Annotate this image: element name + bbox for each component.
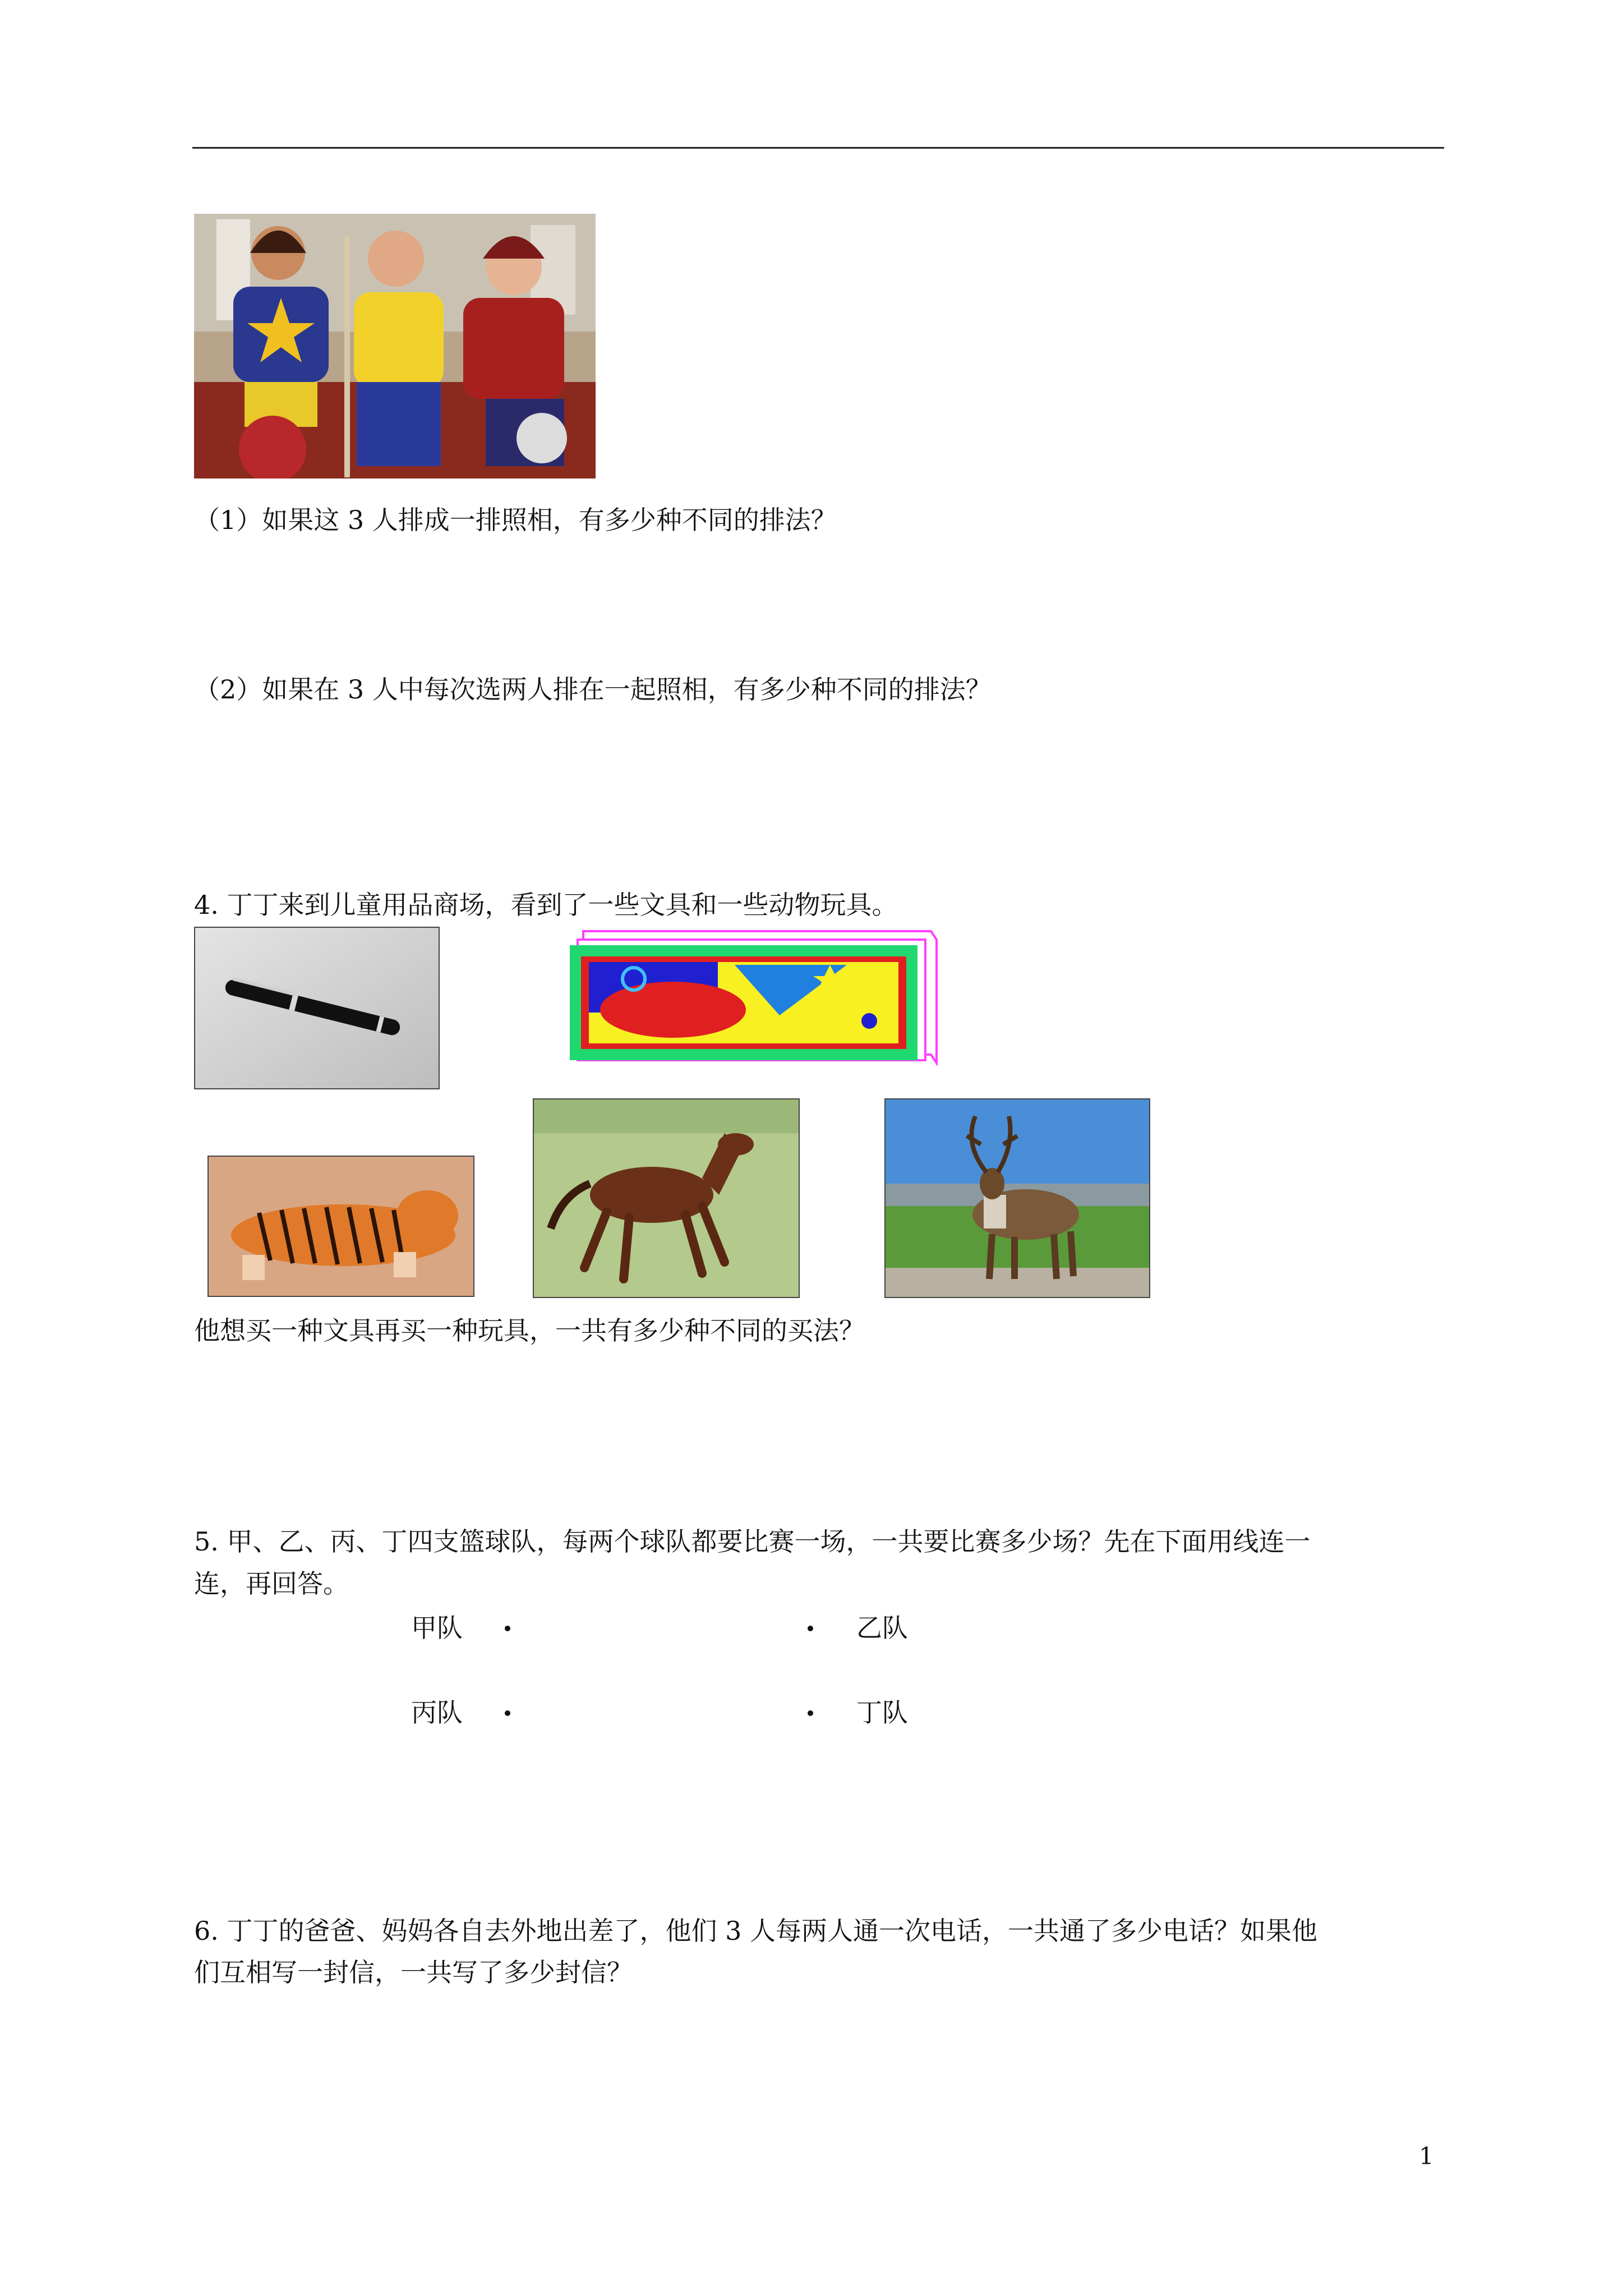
book-toy — [566, 926, 948, 1066]
tiger-photo — [208, 1156, 474, 1297]
team-b-label: 乙队 — [856, 1613, 908, 1643]
team-d-dot[interactable] — [808, 1710, 813, 1716]
children-photo — [194, 214, 596, 478]
team-c-dot[interactable] — [505, 1710, 510, 1716]
q6-line2: 们互相写一封信，一共写了多少封信？ — [194, 1957, 633, 1987]
team-b-dot[interactable] — [808, 1626, 813, 1631]
q3-sub1: （1）如果这 3 人排成一排照相，有多少种不同的排法？ — [194, 505, 837, 535]
q5-line1: 5. 甲、乙、丙、丁四支篮球队，每两个球队都要比赛一场，一共要比赛多少场？先在下面用线连一 — [194, 1526, 1311, 1557]
horse-photo — [533, 1098, 800, 1298]
reindeer-photo — [884, 1098, 1150, 1298]
q5-line2: 连，再回答。 — [194, 1568, 349, 1599]
pen-photo — [194, 927, 440, 1089]
q3-sub2: （2）如果在 3 人中每次选两人排在一起照相，有多少种不同的排法？ — [194, 674, 992, 705]
header-rule — [192, 147, 1444, 149]
q6-line1: 6. 丁丁的爸爸、妈妈各自去外地出差了，他们 3 人每两人通一次电话，一共通了多少电话？如果他 — [194, 1916, 1318, 1946]
team-d-label: 丁队 — [856, 1697, 908, 1728]
page-number: 1 — [1419, 2142, 1434, 2170]
team-a-label: 甲队 — [411, 1613, 463, 1643]
q4-question: 他想买一种文具再买一种玩具，一共有多少种不同的买法？ — [194, 1315, 865, 1346]
q4-intro: 4. 丁丁来到儿童用品商场，看到了一些文具和一些动物玩具。 — [194, 890, 898, 920]
team-c-label: 丙队 — [411, 1697, 463, 1728]
team-a-dot[interactable] — [505, 1626, 510, 1631]
